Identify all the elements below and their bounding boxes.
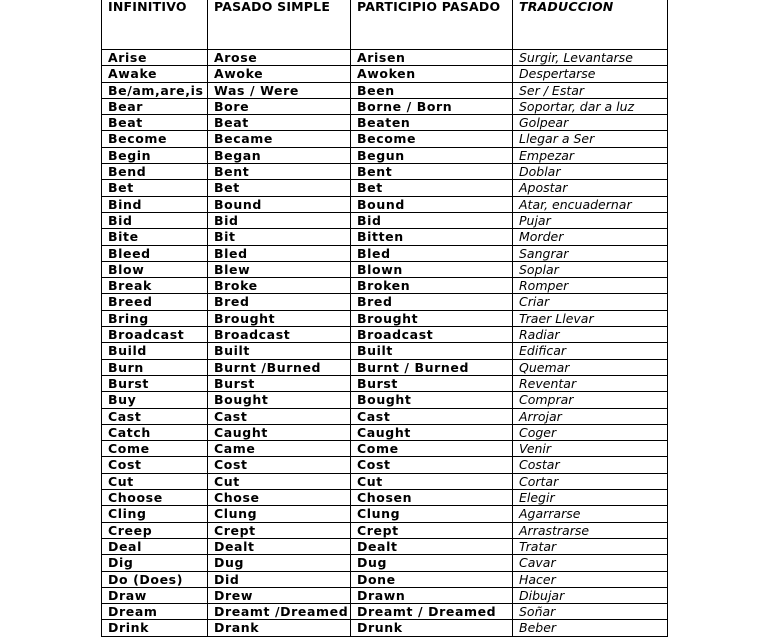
past-simple-cell: Burnt /Burned <box>208 359 351 375</box>
translation-cell: Venir <box>513 441 668 457</box>
table-row <box>102 490 668 506</box>
table-row <box>102 359 668 375</box>
past-simple-cell: Dreamt /Dreamed <box>208 604 351 620</box>
past-participle-cell: Become <box>351 131 513 147</box>
past-participle-cell: Dreamt / Dreamed <box>351 604 513 620</box>
infinitive-cell: Dig <box>102 555 208 571</box>
infinitive-cell: Bet <box>102 180 208 196</box>
table-row <box>102 327 668 343</box>
translation-cell: Agarrarse <box>513 506 668 522</box>
header-pasado-simple: PASADO SIMPLE <box>208 0 351 50</box>
past-simple-cell: Came <box>208 441 351 457</box>
infinitive-cell: Creep <box>102 522 208 538</box>
past-participle-cell: Cut <box>351 473 513 489</box>
infinitive-cell: Burst <box>102 375 208 391</box>
translation-cell: Costar <box>513 457 668 473</box>
table-row <box>102 571 668 587</box>
infinitive-cell: Choose <box>102 490 208 506</box>
infinitive-cell: Bid <box>102 212 208 228</box>
past-participle-cell: Crept <box>351 522 513 538</box>
translation-cell: Cavar <box>513 555 668 571</box>
table-row <box>102 294 668 310</box>
past-simple-cell: Caught <box>208 424 351 440</box>
past-simple-cell: Bit <box>208 229 351 245</box>
infinitive-cell: Catch <box>102 424 208 440</box>
table-row <box>102 196 668 212</box>
past-simple-cell: Became <box>208 131 351 147</box>
past-participle-cell: Bitten <box>351 229 513 245</box>
table-body <box>102 50 668 637</box>
past-simple-cell: Broadcast <box>208 327 351 343</box>
table-row <box>102 115 668 131</box>
table-row <box>102 555 668 571</box>
infinitive-cell: Cling <box>102 506 208 522</box>
past-simple-cell: Was / Were <box>208 82 351 98</box>
past-participle-cell: Bent <box>351 164 513 180</box>
table-row <box>102 98 668 114</box>
table-row <box>102 278 668 294</box>
table-row <box>102 50 668 66</box>
infinitive-cell: Do (Does) <box>102 571 208 587</box>
infinitive-cell: Bring <box>102 310 208 326</box>
table-row <box>102 408 668 424</box>
translation-cell: Golpear <box>513 115 668 131</box>
table-row <box>102 506 668 522</box>
table-row <box>102 212 668 228</box>
table-row <box>102 261 668 277</box>
translation-cell: Arrojar <box>513 408 668 424</box>
infinitive-cell: Deal <box>102 538 208 554</box>
past-simple-cell: Blew <box>208 261 351 277</box>
table-row <box>102 245 668 261</box>
infinitive-cell: Come <box>102 441 208 457</box>
translation-cell: Dibujar <box>513 587 668 603</box>
past-participle-cell: Beaten <box>351 115 513 131</box>
past-participle-cell: Broadcast <box>351 327 513 343</box>
past-participle-cell: Done <box>351 571 513 587</box>
translation-cell: Soplar <box>513 261 668 277</box>
header-infinitivo: INFINITIVO <box>102 0 208 50</box>
table-row <box>102 392 668 408</box>
table-row <box>102 538 668 554</box>
past-participle-cell: Bought <box>351 392 513 408</box>
infinitive-cell: Breed <box>102 294 208 310</box>
table-row <box>102 229 668 245</box>
past-participle-cell: Awoken <box>351 66 513 82</box>
translation-cell: Radiar <box>513 327 668 343</box>
past-participle-cell: Cast <box>351 408 513 424</box>
past-participle-cell: Blown <box>351 261 513 277</box>
past-simple-cell: Awoke <box>208 66 351 82</box>
table-row <box>102 343 668 359</box>
translation-cell: Criar <box>513 294 668 310</box>
infinitive-cell: Cast <box>102 408 208 424</box>
past-simple-cell: Brought <box>208 310 351 326</box>
past-participle-cell: Dealt <box>351 538 513 554</box>
past-simple-cell: Broke <box>208 278 351 294</box>
infinitive-cell: Drink <box>102 620 208 636</box>
infinitive-cell: Be/am,are,is <box>102 82 208 98</box>
irregular-verbs-table <box>101 0 668 637</box>
translation-cell: Doblar <box>513 164 668 180</box>
past-participle-cell: Chosen <box>351 490 513 506</box>
translation-cell: Surgir, Levantarse <box>513 50 668 66</box>
table-row <box>102 66 668 82</box>
translation-cell: Hacer <box>513 571 668 587</box>
infinitive-cell: Cost <box>102 457 208 473</box>
translation-cell: Comprar <box>513 392 668 408</box>
past-participle-cell: Bid <box>351 212 513 228</box>
past-simple-cell: Bought <box>208 392 351 408</box>
past-simple-cell: Bet <box>208 180 351 196</box>
table-row <box>102 147 668 163</box>
past-simple-cell: Bore <box>208 98 351 114</box>
translation-cell: Traer Llevar <box>513 310 668 326</box>
infinitive-cell: Burn <box>102 359 208 375</box>
translation-cell: Sangrar <box>513 245 668 261</box>
infinitive-cell: Bleed <box>102 245 208 261</box>
table-row <box>102 375 668 391</box>
translation-cell: Quemar <box>513 359 668 375</box>
table-row <box>102 522 668 538</box>
past-simple-cell: Clung <box>208 506 351 522</box>
past-simple-cell: Beat <box>208 115 351 131</box>
past-simple-cell: Chose <box>208 490 351 506</box>
infinitive-cell: Blow <box>102 261 208 277</box>
table-row <box>102 587 668 603</box>
past-participle-cell: Bred <box>351 294 513 310</box>
translation-cell: Coger <box>513 424 668 440</box>
past-participle-cell: Drunk <box>351 620 513 636</box>
header-traduccion: TRADUCCION <box>513 0 668 50</box>
past-simple-cell: Cost <box>208 457 351 473</box>
translation-cell: Elegir <box>513 490 668 506</box>
translation-cell: Soñar <box>513 604 668 620</box>
translation-cell: Morder <box>513 229 668 245</box>
past-participle-cell: Arisen <box>351 50 513 66</box>
past-simple-cell: Bled <box>208 245 351 261</box>
translation-cell: Edificar <box>513 343 668 359</box>
infinitive-cell: Build <box>102 343 208 359</box>
past-simple-cell: Bound <box>208 196 351 212</box>
past-participle-cell: Broken <box>351 278 513 294</box>
translation-cell: Beber <box>513 620 668 636</box>
infinitive-cell: Awake <box>102 66 208 82</box>
translation-cell: Llegar a Ser <box>513 131 668 147</box>
past-participle-cell: Bet <box>351 180 513 196</box>
table-row <box>102 441 668 457</box>
past-participle-cell: Built <box>351 343 513 359</box>
past-simple-cell: Bid <box>208 212 351 228</box>
header-participio-pasado: PARTICIPIO PASADO <box>351 0 513 50</box>
past-simple-cell: Bent <box>208 164 351 180</box>
infinitive-cell: Arise <box>102 50 208 66</box>
past-simple-cell: Built <box>208 343 351 359</box>
infinitive-cell: Break <box>102 278 208 294</box>
translation-cell: Apostar <box>513 180 668 196</box>
table-row <box>102 180 668 196</box>
past-simple-cell: Bred <box>208 294 351 310</box>
translation-cell: Romper <box>513 278 668 294</box>
past-participle-cell: Clung <box>351 506 513 522</box>
infinitive-cell: Bind <box>102 196 208 212</box>
translation-cell: Reventar <box>513 375 668 391</box>
table-row <box>102 473 668 489</box>
translation-cell: Atar, encuadernar <box>513 196 668 212</box>
past-participle-cell: Borne / Born <box>351 98 513 114</box>
translation-cell: Despertarse <box>513 66 668 82</box>
table-row <box>102 457 668 473</box>
infinitive-cell: Bear <box>102 98 208 114</box>
past-simple-cell: Burst <box>208 375 351 391</box>
past-simple-cell: Drank <box>208 620 351 636</box>
infinitive-cell: Dream <box>102 604 208 620</box>
infinitive-cell: Begin <box>102 147 208 163</box>
infinitive-cell: Cut <box>102 473 208 489</box>
past-participle-cell: Drawn <box>351 587 513 603</box>
header-row <box>102 0 668 50</box>
table-row <box>102 620 668 636</box>
past-participle-cell: Brought <box>351 310 513 326</box>
past-simple-cell: Drew <box>208 587 351 603</box>
table-row <box>102 424 668 440</box>
infinitive-cell: Become <box>102 131 208 147</box>
translation-cell: Tratar <box>513 538 668 554</box>
past-participle-cell: Cost <box>351 457 513 473</box>
infinitive-cell: Bite <box>102 229 208 245</box>
past-simple-cell: Did <box>208 571 351 587</box>
past-simple-cell: Dug <box>208 555 351 571</box>
past-participle-cell: Burst <box>351 375 513 391</box>
infinitive-cell: Broadcast <box>102 327 208 343</box>
past-participle-cell: Burnt / Burned <box>351 359 513 375</box>
translation-cell: Cortar <box>513 473 668 489</box>
past-simple-cell: Dealt <box>208 538 351 554</box>
infinitive-cell: Buy <box>102 392 208 408</box>
past-participle-cell: Bound <box>351 196 513 212</box>
translation-cell: Pujar <box>513 212 668 228</box>
past-simple-cell: Cut <box>208 473 351 489</box>
past-participle-cell: Dug <box>351 555 513 571</box>
translation-cell: Empezar <box>513 147 668 163</box>
past-simple-cell: Crept <box>208 522 351 538</box>
past-participle-cell: Been <box>351 82 513 98</box>
table-row <box>102 164 668 180</box>
infinitive-cell: Beat <box>102 115 208 131</box>
table-row <box>102 310 668 326</box>
past-simple-cell: Arose <box>208 50 351 66</box>
infinitive-cell: Bend <box>102 164 208 180</box>
infinitive-cell: Draw <box>102 587 208 603</box>
translation-cell: Ser / Estar <box>513 82 668 98</box>
past-simple-cell: Cast <box>208 408 351 424</box>
table-row <box>102 82 668 98</box>
table-row <box>102 131 668 147</box>
past-participle-cell: Caught <box>351 424 513 440</box>
table-row <box>102 604 668 620</box>
translation-cell: Arrastrarse <box>513 522 668 538</box>
past-participle-cell: Begun <box>351 147 513 163</box>
past-participle-cell: Bled <box>351 245 513 261</box>
translation-cell: Soportar, dar a luz <box>513 98 668 114</box>
past-participle-cell: Come <box>351 441 513 457</box>
past-simple-cell: Began <box>208 147 351 163</box>
